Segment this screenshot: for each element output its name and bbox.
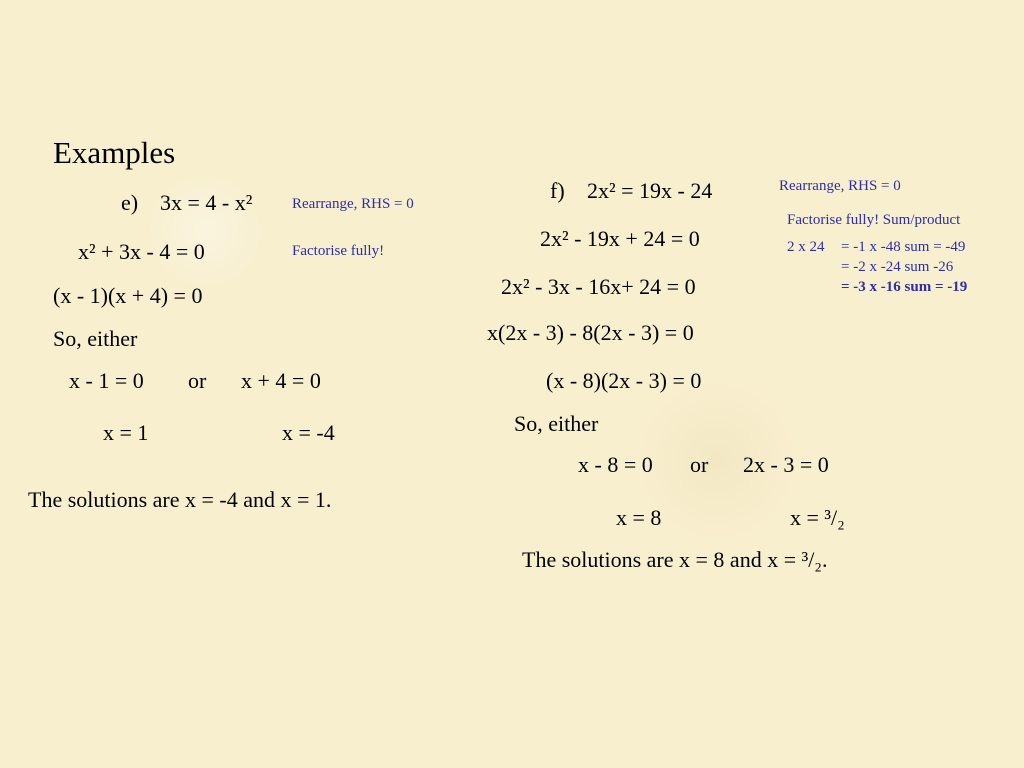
example-e-equation: 3x = 4 - x² [160,190,253,215]
f-case-2: 2x - 3 = 0 [743,452,829,477]
f-step-3: x(2x - 3) - 8(2x - 3) = 0 [487,320,694,345]
note-rearrange-right: Rearrange, RHS = 0 [779,178,901,194]
example-f-label: f) [550,178,565,203]
f-case-1: x - 8 = 0 [578,452,653,477]
e-or: or [188,368,207,393]
e-solution-2: x = -4 [282,420,335,445]
example-e-label: e) [121,190,139,215]
e-solution-1: x = 1 [103,420,149,445]
note-pair-label: 2 x 24 [787,239,825,255]
note-pair-3: = -3 x -16 sum = -19 [841,279,968,295]
e-so-either: So, either [53,326,138,351]
f-or: or [690,452,709,477]
e-conclusion: The solutions are x = -4 and x = 1. [28,487,332,512]
note-factorise-right: Factorise fully! Sum/product [787,212,961,228]
f-solution-1: x = 8 [616,505,662,530]
f-so-either: So, either [514,411,599,436]
example-f-equation: 2x² = 19x - 24 [587,178,713,203]
e-case-1: x - 1 = 0 [69,368,144,393]
e-step-1: x² + 3x - 4 = 0 [78,239,205,264]
f-conclusion: The solutions are x = 8 and x = ³/₂. [522,547,828,572]
note-factorise-left: Factorise fully! [292,243,385,259]
e-case-2: x + 4 = 0 [241,368,321,393]
f-step-1: 2x² - 19x + 24 = 0 [540,226,700,251]
note-pair-2: = -2 x -24 sum -26 [841,259,954,275]
e-step-2: (x - 1)(x + 4) = 0 [53,283,203,308]
note-pair-1: = -1 x -48 sum = -49 [841,239,966,255]
f-solution-2: x = ³/₂ [790,505,845,530]
f-step-4: (x - 8)(2x - 3) = 0 [546,368,702,393]
page-title: Examples [53,135,176,170]
note-rearrange-left: Rearrange, RHS = 0 [292,196,414,212]
f-step-2: 2x² - 3x - 16x+ 24 = 0 [501,274,696,299]
